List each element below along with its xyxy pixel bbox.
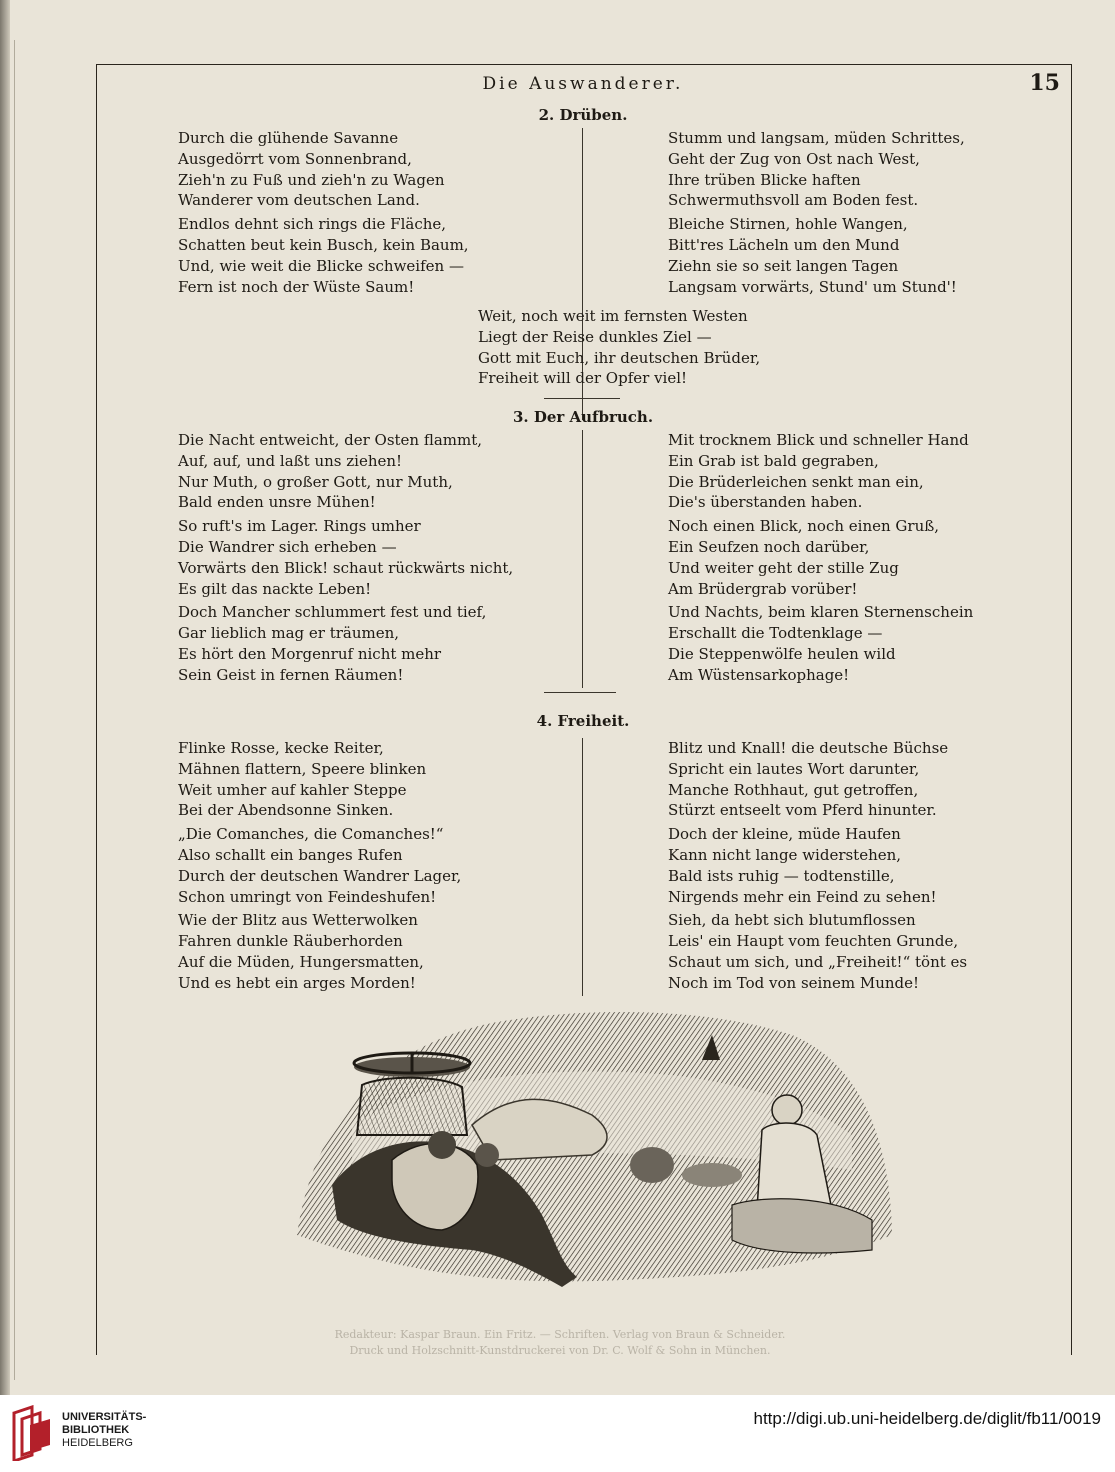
- verse-line: Durch die glühende Savanne: [178, 129, 399, 147]
- verse-line: Ein Seufzen noch darüber,: [668, 537, 870, 556]
- verse-line: Doch der kleine, müde Haufen: [668, 825, 901, 844]
- running-head: [96, 72, 1070, 100]
- engraving-illustration: [292, 1005, 897, 1305]
- verse-line: Also schallt ein banges Rufen: [178, 845, 403, 864]
- verse-line: Bald enden unsre Mühen!: [178, 493, 376, 512]
- verse-line: Nirgends mehr ein Feind zu sehen!: [668, 887, 937, 906]
- verse-line: Am Wüstensarkophage!: [668, 665, 850, 684]
- page-edge: [0, 0, 10, 1400]
- verse-line: Auf die Müden, Hungersmatten,: [178, 952, 424, 971]
- verse-line: Weit, noch weit im fernsten Westen: [478, 307, 748, 325]
- verse-line: Mit trocknem Blick und schneller Hand: [668, 431, 969, 449]
- verse-line: Kann nicht lange widerstehen,: [668, 845, 902, 864]
- column-divider: [582, 430, 583, 688]
- verse-line: Mähnen flattern, Speere blinken: [178, 759, 427, 778]
- poem-column-left: [178, 738, 461, 994]
- verse-line: Durch der deutschen Wandrer Lager,: [178, 866, 462, 885]
- verse-line: Sein Geist in fernen Räumen!: [178, 665, 404, 684]
- show-through-text: Redakteur: Kaspar Braun. Ein Fritz. — Schriften. Verlag von Braun & Schneider.: [334, 1328, 786, 1341]
- verse-line: Freiheit will der Opfer viel!: [478, 369, 688, 388]
- verse-line: Und weiter geht der stille Zug: [668, 558, 899, 577]
- stanza: [668, 516, 973, 599]
- poem-column-right: [668, 738, 967, 994]
- verse-line: Stumm und langsam, müden Schrittes,: [668, 129, 965, 147]
- verse-line: Bitt'res Lächeln um den Mund: [668, 235, 900, 254]
- library-name: [62, 1411, 146, 1450]
- verse-line: Ihre trüben Blicke haften: [668, 170, 861, 189]
- verse-line: Und Nachts, beim klaren Sternenschein: [668, 603, 974, 622]
- stanza: [178, 516, 513, 599]
- verse-line: Die Steppenwölfe heulen wild: [668, 644, 896, 663]
- verse-line: Auf, auf, und laßt uns ziehen!: [178, 451, 403, 470]
- verse-line: Bei der Abendsonne Sinken.: [178, 801, 394, 820]
- verse-line: Ziehn sie so seit langen Tagen: [668, 256, 899, 275]
- verse-line: Fahren dunkle Räuberhorden: [178, 932, 403, 951]
- verse-line: Am Brüdergrab vorüber!: [668, 579, 858, 598]
- verse-line: Ein Grab ist bald gegraben,: [668, 451, 879, 470]
- stanza: [668, 214, 965, 297]
- stanza: [178, 910, 461, 993]
- verse-line: Blitz und Knall! die deutsche Büchse: [668, 739, 949, 757]
- stanza: [668, 128, 965, 211]
- stanza: [178, 214, 469, 297]
- verse-line: Schon umringt von Feindeshufen!: [178, 887, 437, 906]
- verse-line: Schaut um sich, und „Freiheit!“ tönt es: [668, 952, 968, 971]
- verse-line: Und, wie weit die Blicke schweifen —: [178, 256, 464, 275]
- stanza: [668, 602, 973, 685]
- verse-line: Ausgedörrt vom Sonnenbrand,: [178, 149, 412, 168]
- verse-line: Und es hebt ein arges Morden!: [178, 973, 416, 992]
- library-name-line: HEIDELBERG: [62, 1437, 133, 1449]
- section-heading-aufbruch: 3. Der Aufbruch.: [512, 408, 654, 426]
- verse-line: Noch einen Blick, noch einen Gruß,: [668, 517, 940, 536]
- stanza: [668, 824, 967, 907]
- verse-line: Stürzt entseelt vom Pferd hinunter.: [668, 801, 937, 820]
- verse-line: Es hört den Morgenruf nicht mehr: [178, 644, 442, 663]
- verse-line: Bald ists ruhig — todtenstille,: [668, 866, 895, 885]
- verse-line: Liegt der Reise dunkles Ziel —: [478, 327, 712, 346]
- stanza: [178, 738, 461, 821]
- column-divider: [582, 738, 583, 996]
- verse-line: Vorwärts den Blick! schaut rückwärts nicht,: [178, 558, 514, 577]
- poem-column-left: [178, 128, 469, 297]
- verse-line: Doch Mancher schlummert fest und tief,: [178, 603, 487, 622]
- show-through-text: Druck und Holzschnitt-Kunstdruckerei von Dr. C. Wolf & Sohn in München.: [349, 1344, 771, 1357]
- verse-line: Erschallt die Todtenklage —: [668, 624, 883, 643]
- verse-line: Die Brüderleichen senkt man ein,: [668, 472, 924, 491]
- section-heading-druben: 2. Drüben.: [538, 106, 628, 124]
- verse-line: Die Nacht entweicht, der Osten flammt,: [178, 431, 483, 449]
- verse-line: Noch im Tod von seinem Munde!: [668, 973, 920, 992]
- poem-column-left: [178, 430, 513, 686]
- stanza: [668, 430, 973, 513]
- stanza: [178, 824, 461, 907]
- verse-line: Endlos dehnt sich rings die Fläche,: [178, 215, 447, 234]
- running-title: Die Auswanderer.: [482, 74, 684, 94]
- library-logo-icon: [10, 1405, 56, 1461]
- stanza: [668, 738, 967, 821]
- verse-line: Nur Muth, o großer Gott, nur Muth,: [178, 472, 453, 491]
- stanza: [178, 430, 513, 513]
- poem-column-right: [668, 430, 973, 686]
- verse-line: Wanderer vom deutschen Land.: [178, 191, 420, 210]
- poem-center-stanza: [478, 306, 760, 389]
- verse-line: Wie der Blitz aus Wetterwolken: [178, 911, 418, 930]
- stanza: [178, 602, 513, 685]
- page-number: 15: [1029, 70, 1060, 96]
- verse-line: Schatten beut kein Busch, kein Baum,: [178, 235, 469, 254]
- verse-line: Die Wandrer sich erheben —: [178, 537, 397, 556]
- verse-line: Langsam vorwärts, Stund' um Stund'!: [668, 277, 957, 296]
- verse-line: Die's überstanden haben.: [668, 493, 863, 512]
- section-rule: [544, 692, 616, 693]
- library-name-line: BIBLIOTHEK: [62, 1424, 130, 1436]
- verse-line: Gar lieblich mag er träumen,: [178, 624, 400, 643]
- library-name-line: UNIVERSITÄTS-: [62, 1411, 147, 1423]
- footer-bar: [0, 1395, 1115, 1472]
- verse-line: Leis' ein Haupt vom feuchten Grunde,: [668, 932, 959, 951]
- verse-line: Weit umher auf kahler Steppe: [178, 780, 407, 799]
- verse-line: Sieh, da hebt sich blutumflossen: [668, 911, 916, 930]
- verse-line: So ruft's im Lager. Rings umher: [178, 517, 421, 536]
- verse-line: Spricht ein lautes Wort darunter,: [668, 759, 920, 778]
- verse-line: Es gilt das nackte Leben!: [178, 579, 372, 598]
- verse-line: Schwermuthsvoll am Boden fest.: [668, 191, 919, 210]
- wagon-wheel: [354, 1053, 470, 1135]
- verse-line: Geht der Zug von Ost nach West,: [668, 149, 920, 168]
- stanza: [668, 910, 967, 993]
- verse-line: Manche Rothhaut, gut getroffen,: [668, 780, 919, 799]
- verse-line: Gott mit Euch, ihr deutschen Brüder,: [478, 348, 761, 367]
- page-edge-line: [14, 40, 15, 1380]
- source-url-link[interactable]: http://digi.ub.uni-heidelberg.de/diglit/fb11/0019: [753, 1409, 1101, 1428]
- section-rule: [544, 398, 620, 399]
- poem-column-right: [668, 128, 965, 297]
- stanza: [178, 128, 469, 211]
- verse-line: Bleiche Stirnen, hohle Wangen,: [668, 215, 908, 234]
- verse-line: Flinke Rosse, kecke Reiter,: [178, 739, 384, 757]
- section-heading-freiheit: 4. Freiheit.: [536, 712, 630, 730]
- verse-line: Fern ist noch der Wüste Saum!: [178, 277, 415, 296]
- verse-line: „Die Comanches, die Comanches!“: [178, 825, 444, 844]
- verse-line: Zieh'n zu Fuß und zieh'n zu Wagen: [178, 170, 445, 189]
